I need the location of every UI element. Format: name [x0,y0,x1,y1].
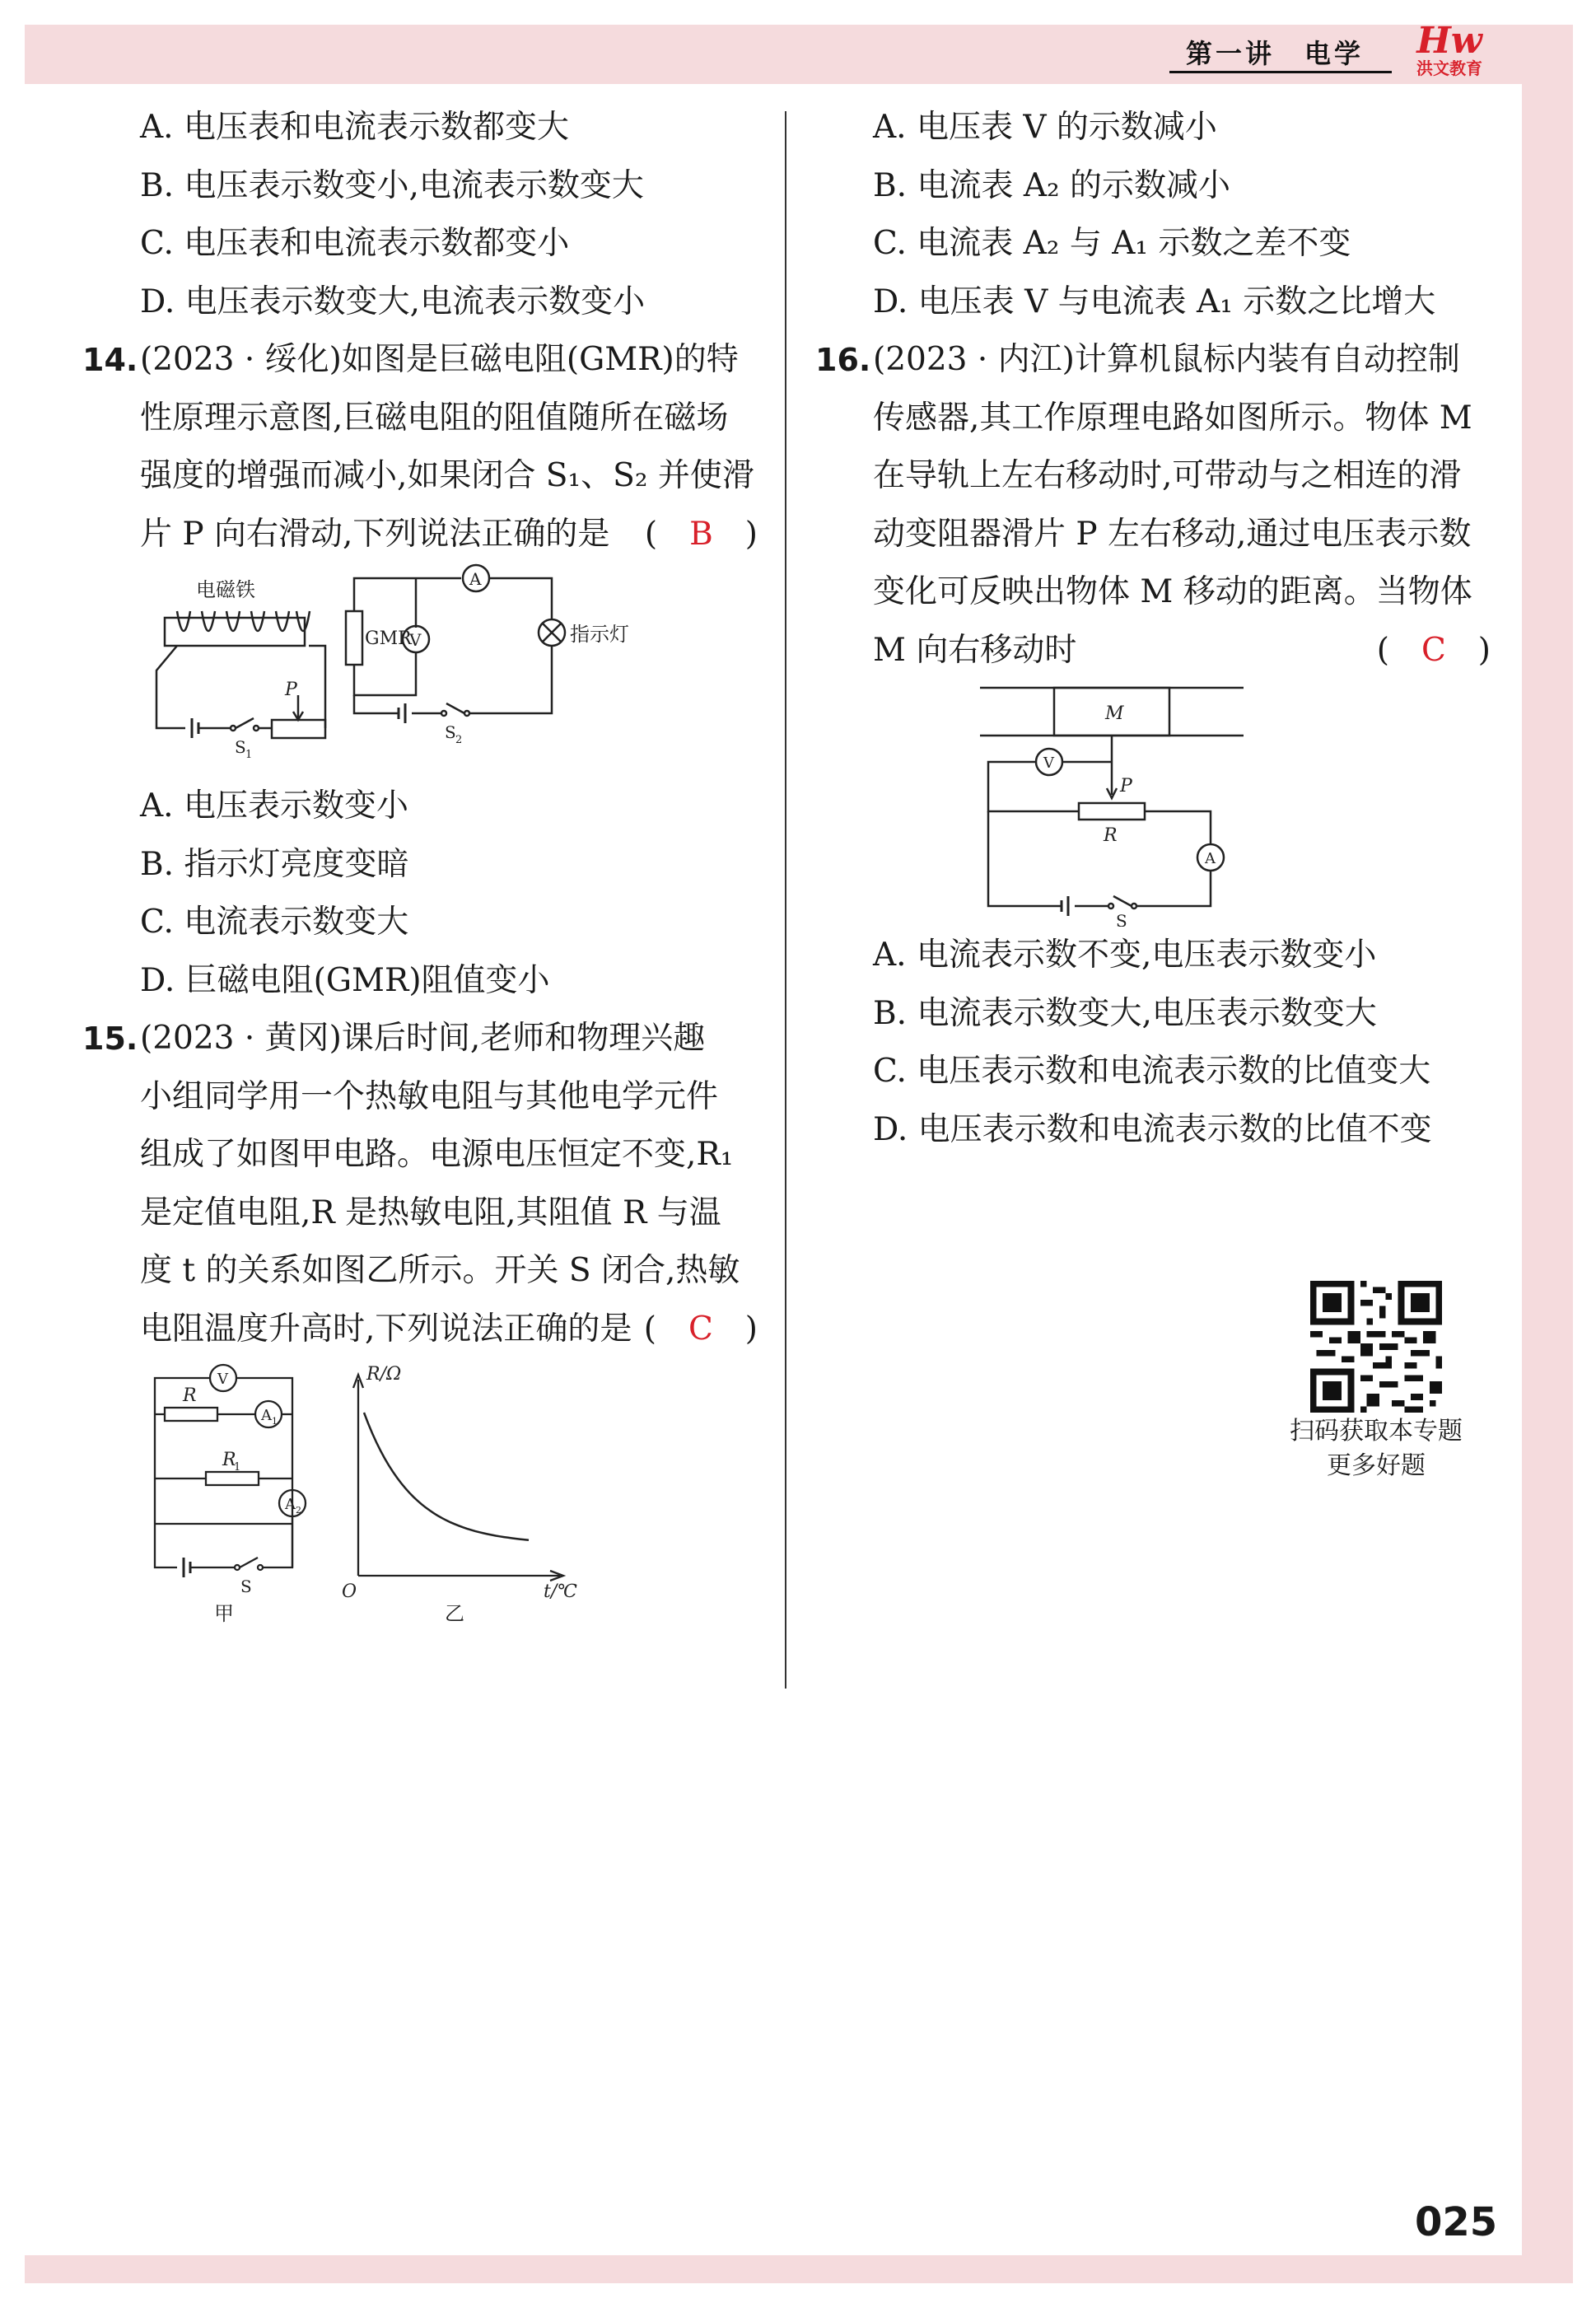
label-s2-sub: 2 [455,734,463,746]
q15-stem-line-3: 组成了如图甲电路。电源电压恒定不变,R₁ [140,1136,734,1173]
column-divider [785,111,786,1689]
switch-s-16 [1113,896,1132,906]
brand-name: 洪文教育 [1416,58,1482,78]
q14-option-c: C. 电流表示数变大 [140,904,409,941]
rheostat-r [1079,803,1145,820]
label-y-axis: R/Ω [366,1364,402,1385]
q16-option-a: A. 电流表示数不变,电压表示数变小 [873,937,1377,974]
page-edge-band [1522,84,1573,2255]
label-thermistor-r: R [183,1385,197,1406]
q16-stem-text-1: (2023 · 内江)计算机鼠标内装有自动控制 [873,341,1460,378]
q14-gmr-circuit-diagram [140,563,716,778]
q13-option-d: D. 电压表示数变大,电流表示数变小 [140,283,646,320]
q14-stem-line-3: 强度的增强而减小,如果闭合 S₁、S₂ 并使滑 [140,457,754,494]
q16-option-c: C. 电压表示数和电流表示数的比值变大 [873,1053,1431,1090]
left-column [82,99,758,1630]
label-ammeter-16: A [1205,850,1216,867]
q15-number: 15. [82,1021,138,1057]
q16-answer-blank: ( C ) [1376,631,1491,669]
q16-stem-line-4: 动变阻器滑片 P 左右移动,通过电压表示数 [873,515,1472,553]
q14-stem-text-4: 片 P 向右滑动,下列说法正确的是 [140,515,610,553]
page-number: 025 [1415,2199,1498,2245]
caption-yi: 乙 [445,1602,464,1625]
rheostat [272,720,325,738]
label-a2-sub: 2 [296,1505,301,1516]
q14-option-b: B. 指示灯亮度变暗 [140,845,409,883]
q14-stem-line-1 [82,331,758,390]
q14-option-a: A. 电压表示数变小 [140,787,408,824]
q14-answer-blank: ( B ) [644,515,758,553]
q16-stem-line-6 [815,622,1491,680]
brand-logo [1408,20,1491,78]
battery-16 [1062,896,1068,916]
battery-15 [184,1558,190,1577]
q15-answer-blank: ( C ) [643,1310,758,1348]
label-x-axis: t/℃ [544,1581,577,1602]
chapter-title: 第一讲 电学 [1186,38,1365,69]
label-s1: S [235,737,246,757]
gmr-resistor [346,611,362,665]
thermistor-r [165,1408,217,1421]
label-lamp: 指示灯 [570,623,629,646]
q13-option-a: A. 电压表和电流表示数都变大 [140,109,569,146]
switch-s2 [446,703,464,713]
label-p-16: P [1120,776,1132,796]
label-a1-sub: 1 [272,1416,278,1427]
q15-stem-text-1: (2023 · 黄冈)课后时间,老师和物理兴趣 [140,1020,706,1057]
label-switch-16: S [1116,911,1127,927]
label-switch-15: S [240,1577,252,1596]
q15-stem-line-2: 小组同学用一个热敏电阻与其他电学元件 [140,1077,719,1115]
resistance-temperature-curve [364,1413,529,1540]
battery-2 [399,703,405,723]
q15-stem-line-1 [82,1010,758,1068]
q16-stem-line-5: 变化可反映出物体 M 移动的距离。当物体 [873,573,1472,610]
q14-option-d: D. 巨磁电阻(GMR)阻值变小 [140,961,550,999]
q15-option-c: C. 电流表 A₂ 与 A₁ 示数之差不变 [873,225,1351,262]
electromagnet-core [165,618,305,646]
q15-figure-captions [140,1597,651,1630]
caption-jia: 甲 [214,1602,234,1625]
label-origin: O [342,1581,357,1602]
q14-stem-text-1: (2023 · 绥化)如图是巨磁电阻(GMR)的特 [140,341,739,378]
q14-number: 14. [82,342,138,378]
label-a1: A [261,1407,272,1424]
label-gmr: GMR [365,628,412,649]
q16-stem-line-2: 传感器,其工作原理电路如图所示。物体 M [873,399,1472,437]
qr-block [1281,1281,1471,1482]
label-voltmeter-14: V [409,630,422,650]
q14-stem-line-4 [82,506,758,564]
switch-s-15 [240,1558,258,1567]
label-voltmeter-15: V [217,1371,228,1388]
label-voltmeter-16: V [1043,754,1054,772]
q16-answer: C [1421,631,1446,669]
right-column [815,99,1491,1159]
electromagnet-coils [177,611,310,631]
q15-stem-line-5: 度 t 的关系如图乙所示。开关 S 闭合,热敏 [140,1252,740,1289]
q15-option-d: D. 电压表 V 与电流表 A₁ 示数之比增大 [873,283,1436,320]
q15-option-b: B. 电流表 A₂ 的示数减小 [873,166,1231,204]
q15-answer: C [688,1310,713,1348]
q15-thermistor-diagrams [140,1363,651,1602]
label-m: M [1105,703,1124,724]
q16-option-d: D. 电压表示数和电流表示数的比值不变 [873,1110,1432,1148]
switch-s1 [236,718,254,728]
label-r1-sub: 1 [234,1461,241,1474]
q16-option-b: B. 电流表示数变大,电压表示数变大 [873,994,1377,1032]
q16-number: 16. [815,342,871,378]
battery-1 [192,718,198,738]
label-a2: A [285,1496,296,1513]
label-r1: R [222,1450,236,1470]
q16-stem-line-3: 在导轨上左右移动时,可带动与之相连的滑 [873,457,1462,494]
q15-stem-line-6 [82,1301,758,1359]
label-slider-p: P [285,680,297,700]
qr-code-icon[interactable] [1310,1281,1442,1413]
resistor-r1 [206,1472,259,1485]
q13-option-c: C. 电压表和电流表示数都变小 [140,225,570,262]
q16-stem-text-6: M 向右移动时 [873,631,1077,669]
q16-mouse-sensor-circuit [980,680,1556,927]
qr-caption-line-2: 更多好题 [1327,1451,1426,1480]
qr-caption-line-1: 扫码获取本专题 [1290,1417,1463,1446]
footer-band [25,2255,1573,2283]
q15-stem-line-4: 是定值电阻,R 是热敏电阻,其阻值 R 与温 [140,1194,721,1231]
brand-logo-mark: Hw [1416,20,1482,62]
label-s1-sub: 1 [245,749,253,761]
header-rule [1169,71,1392,73]
q16-stem-line-1 [815,331,1491,390]
label-r-16: R [1104,825,1118,846]
q15-stem-text-6: 电阻温度升高时,下列说法正确的是 [140,1310,632,1348]
q15-option-a: A. 电压表 V 的示数减小 [873,109,1217,146]
q14-answer: B [689,515,713,553]
label-s2: S [445,722,456,742]
q13-option-b: B. 电压表示数变小,电流表示数变大 [140,166,644,204]
q14-stem-line-2: 性原理示意图,巨磁电阻的阻值随所在磁场 [140,399,729,437]
label-ammeter-14: A [469,569,482,589]
label-electromagnet: 电磁铁 [196,578,255,601]
